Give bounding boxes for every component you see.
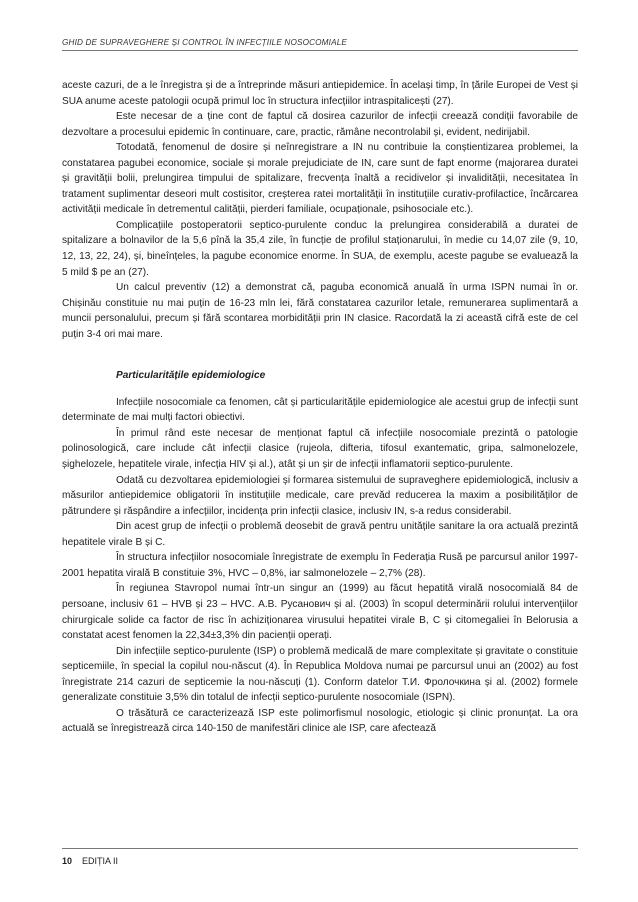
paragraph: În structura infecțiilor nosocomiale înregistrate de exemplu în Federația Rusă pe parcursul anilor 1997-2001 hepatita virală B constituie 3%, HVC – 0,8%, iar salmonelozele – 2,7% (28).: [62, 552, 578, 579]
paragraph: Odată cu dezvoltarea epidemiologiei și formarea sistemului de supraveghere epidemiologică, inclusiv a măsurilor antiepidemice obligatorii în instituțiile medicale, care prevăd reducerea la maxim a posibilităților de pătrundere și răspândire a infecțiilor, incidența prin infecții clasice, inclusiv IN, s-a redus considerabil.: [62, 474, 578, 517]
header-divider: [62, 50, 578, 51]
paragraph: În primul rând este necesar de menționat faptul că infecțiile nosocomiale prezintă o patologie polinosologică, care include cât infecții clasice (rujeola, difteria, tifosul exantematic, gripa, salmonelozele, șighelozele, hepatitele virale, infecția HIV și al.), atât și un șir de infecții inflamatorii septico-purulente.: [62, 427, 578, 471]
paragraph: În regiunea Stavropol numai într-un singur an (1999) au făcut hepatită virală nosocomială 84 de persoane, inclusiv 61 – HVB și 23 – HVC. А.В. Русанович și al. (2003) în scopul determinării rolului intervențiilor chirurgicale solide ca factor de risc în achiziționarea virusului hepatitei virale B, C și citomegaliei în Belorusia a constatat acest fenomen la 22,34±3,3% din pacienții operați.: [62, 583, 578, 642]
paragraph: Infecțiile nosocomiale ca fenomen, cât și particularitățile epidemiologice ale acestui grup de infecții sunt determinate de mai mulți factori obiectivi.: [62, 396, 578, 424]
footer-divider: [62, 848, 578, 849]
paragraph: aceste cazuri, de a le înregistra și de a întreprinde măsuri antiepidemice. În același timp, în țările Europei de Vest și SUA anume aceste patologii ocupă primul loc în structura infecțiilor intraspitalicești (27).: [62, 80, 578, 107]
paragraph: Totodată, fenomenul de dosire și neînregistrare a IN nu contribuie la conștientizarea problemei, la constatarea pagubei economice, sociale și morale prejudiciate de IN, care sunt de fapt enorme (majorarea duratei și gravității bolii, prelungirea timpului de spitalizare, frecvența înaltă a recidivelor și invalidității, necesitatea în tratament suplimentar deseori mult costisitor, creșterea ratei mortalității în instituțiile curativ-profilactice, încărcarea activității medicale în detrementul calității, pierderi familiale, ocupaționale, psihosociale etc.).: [62, 142, 578, 216]
section-heading: Particularitățile epidemiologice: [116, 370, 266, 382]
paragraph: Din infecțiile septico-purulente (ISP) o problemă medicală de mare complexitate și gravitate o constituie septicemiile, în special la copilul nou-născut (4). În Republica Moldova numai pe parcursul unui an (2002) au fost înregistrate 214 cazuri de septicemie la nou-născuți (1). Conform datelor Т.И. Фролочкина și al. (2002) formele generalizate constituie 3,5% din totalul de infecții septico-purulente nosocomiale (ISPN).: [62, 645, 578, 704]
edition-label: EDIȚIA II: [82, 856, 119, 866]
paragraph: Complicațiile postoperatorii septico-purulente conduc la prelungirea considerabilă a duratei de spitalizare a bolnavilor de la 5,6 pînă la 35,4 zile, în funcție de profilul staționarului, în medie cu 14,07 zile (9, 10, 12, 13, 22, 24), și, bineînțeles, la pagube economice enorme. În SUA, de exemplu, aceste pagube se evaluează la 5 mild $ pe an (27).: [62, 219, 578, 278]
running-header: GHID DE SUPRAVEGHERE ȘI CONTROL ÎN INFECȚIILE NOSOCOMIALE: [62, 38, 348, 47]
paragraph: Un calcul preventiv (12) a demonstrat că, paguba economică anuală în urma ISPN numai în or. Chișinău constituie nu mai puțin de 16-23 mln lei, fără constatarea cazurilor letale, remunerarea suplimentară a muncii personalului, precum și fără scontarea morbidității prin IN clasice. Racordată la zi această cifră este de cel puțin 3-4 ori mai mare.: [62, 282, 578, 340]
page-footer: [62, 856, 118, 866]
paragraph: Din acest grup de infecții o problemă deosebit de gravă pentru unitățile sanitare la ora actuală prezintă hepatitele virale B și C.: [62, 521, 578, 548]
page-body: [62, 78, 578, 737]
paragraph: Este necesar de a ține cont de faptul că dosirea cazurilor de infecții creează condiții favorabile de dezvoltare a procesului epidemic în continuare, care, practic, rămâne necontrolabil și, evident, nedirijabil.: [62, 111, 578, 138]
section-spacer: [62, 342, 578, 368]
paragraph: O trăsătură ce caracterizează ISP este polimorfismul nosologic, etiologic și clinic pronunțat. La ora actuală se înregistrează circa 140-150 de manifestări clinice ale ISP, care afectează: [62, 707, 578, 735]
page-number: 10: [62, 856, 73, 866]
